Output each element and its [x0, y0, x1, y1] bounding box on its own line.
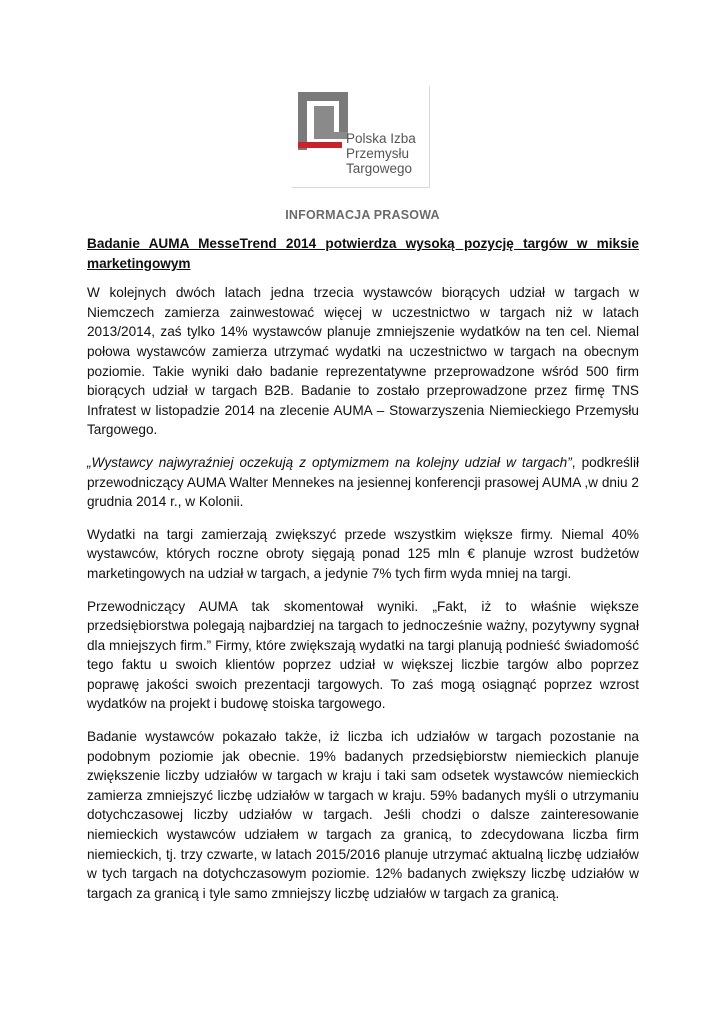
press-release-heading: INFORMACJA PRASOWA — [285, 208, 440, 222]
logo-line-3: Targowego — [346, 161, 413, 176]
paragraph-5: Badanie wystawców pokazało także, iż liczba ich udziałów w targach pozostanie na podobnym poziomie jak obecnie. 19% badanych przedsiębiorstw niemieckich planuje zwiększenie liczby udziałów w targach w kraju i taki sam odsetek wystawców niemieckich zamierza zmniejszyć liczbę udziałów w targach w kraju. 59% badanych myśli o utrzymaniu dotychczasowej liczby udziałów w targach. Jeśli chodzi o dalsze zainteresowanie niemieckich wystawców udziałem w targach za granicą, to zdecydowana liczba firm niemieckich, tj. trzy czwarte, w latach 2015/2016 planuje utrzymać aktualną liczbę udziałów w tych targach na dotychczasowym poziomie. 12% badanych zwiększy liczbę udziałów w targach za granicą i tyle samo zmniejszy liczbę udziałów w targach za granicą. — [87, 729, 639, 901]
organization-logo — [292, 86, 430, 188]
paragraph-2-quote: „Wystawcy najwyraźniej oczekują z optymizmem na kolejny udział w targach” — [87, 454, 572, 470]
logo-line-2: Przemysłu — [346, 146, 410, 161]
paragraph-1: W kolejnych dwóch latach jedna trzecia wystawców biorących udział w targach w Niemczech zamierza zainwestować więcej w uczestnictwo w targach niż w latach 2013/2014, zaś tylko 14% wystawców planuje zmniejszenie wydatków na ten cel. Niemal połowa wystawców zamierza utrzymać wydatki na uczestnictwo w targach na obecnym poziomie. Takie wyniki dało badanie reprezentatywne przeprowadzone wśród 500 firm biorących udział w targach B2B. Badanie to zostało przeprowadzone przez firmę TNS Infratest w listopadzie 2014 na zlecenie AUMA – Stowarzyszenia Niemieckiego Przemysłu Targowego. — [87, 285, 639, 438]
logo-mark-icon — [298, 92, 350, 184]
paragraph-2-rest: , podkreślił przewodniczący AUMA Walter Mennekes na jesiennej konferencji prasowej AUMA ,w dniu 2 grudnia 2014 r., w Kolonii. — [87, 454, 639, 510]
logo-line-1: Polska Izba — [346, 131, 416, 146]
paragraph-2 — [87, 453, 639, 512]
logo-frame-right — [429, 86, 430, 188]
logo-frame-bottom — [292, 187, 430, 188]
logo-wordmark — [346, 131, 416, 176]
article-body — [87, 234, 639, 916]
article-title: Badanie AUMA MesseTrend 2014 potwierdza wysoką pozycję targów w miksie marketingowym — [87, 236, 639, 271]
paragraph-3: Wydatki na targi zamierzają zwiększyć przede wszystkim większe firmy. Niemal 40% wystawców, których roczne obroty sięgają ponad 125 mln € planuje wzrost budżetów marketingowych na udział w targach, a jedynie 7% tych firm wyda mniej na targi. — [87, 526, 639, 581]
paragraph-4: Przewodniczący AUMA tak skomentował wyniki. „Fakt, iż to właśnie większe przedsiębiorstwa polegają najbardziej na targach to jednocześnie ważny, pozytywny sygnał dla mniejszych firm.” Firmy, które zwiększają wydatki na targi planują podnieść świadomość tego faktu u swoich klientów poprzez udział w większej liczbie targów albo poprzez poprawę jakości swoich prezentacji targowych. To zaś mogą osiągnąć poprzez wzrost wydatków na projekt i budowę stoiska targowego. — [87, 598, 639, 712]
